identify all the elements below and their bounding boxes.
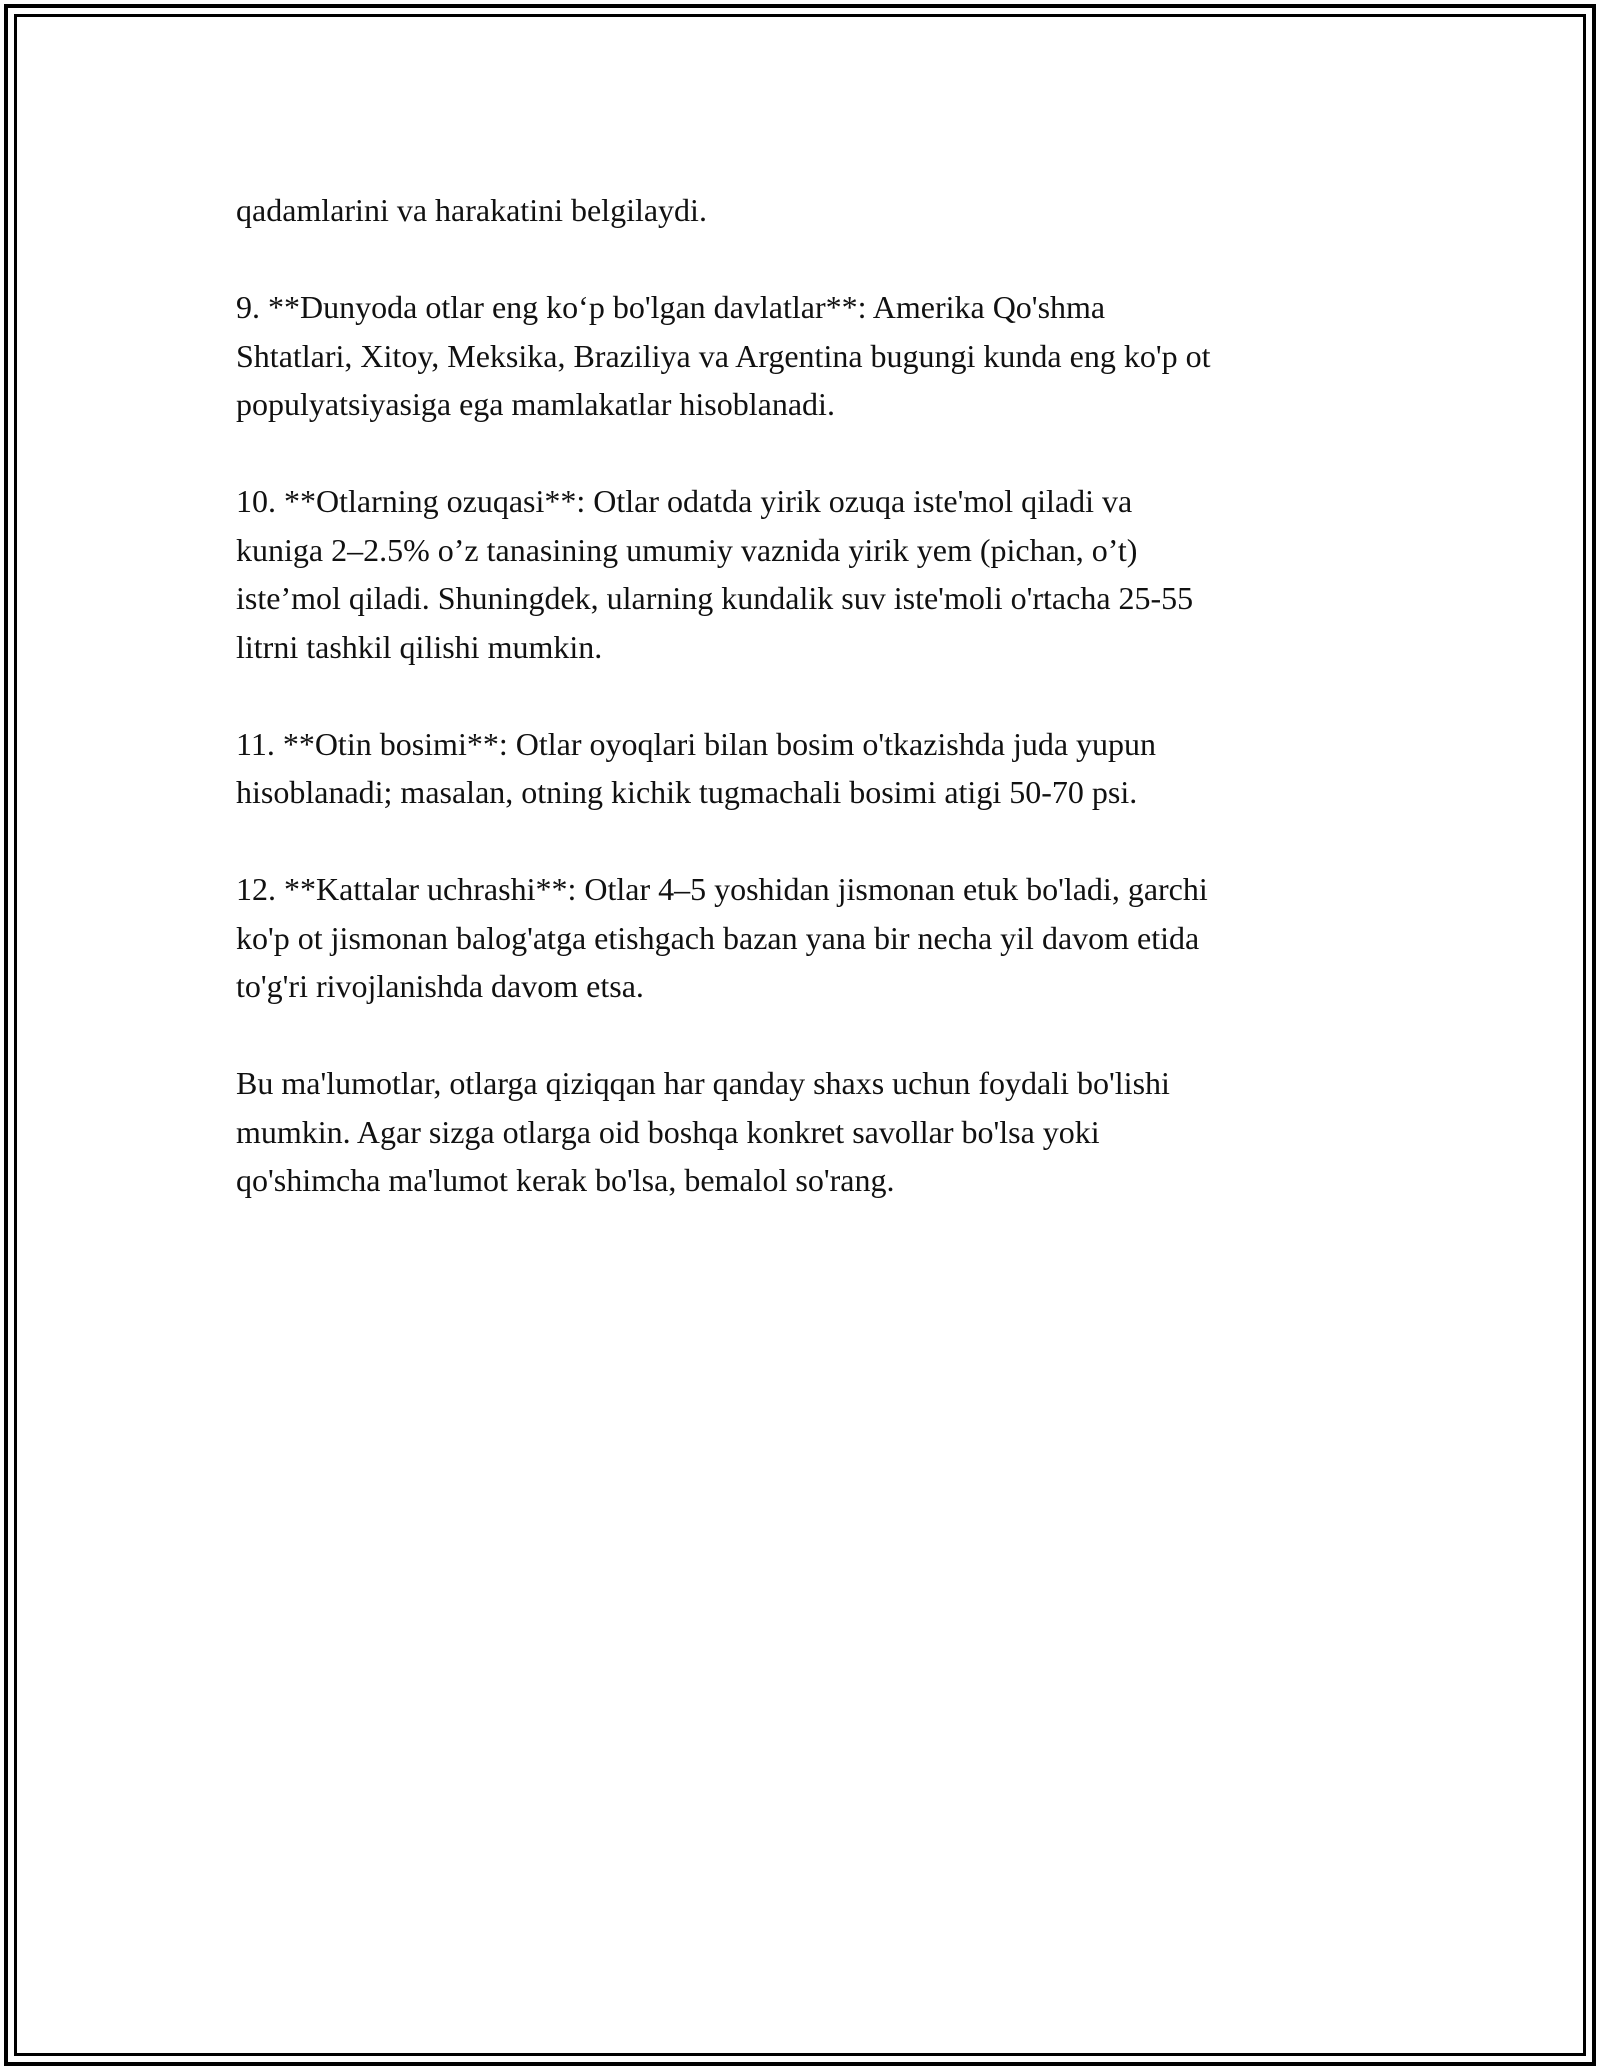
- document-body: [236, 186, 1364, 1253]
- paragraph-item-9: 9. **Dunyoda otlar eng ko‘p bo'lgan davlatlar**: Amerika Qo'shma Shtatlari, Xitoy, Meksika, Braziliya va Argentina bugungi kunda eng ko'p ot populyatsiyasiga ega mamlakatlar hisoblanadi.: [236, 289, 1211, 422]
- paragraph-item-10: 10. **Otlarning ozuqasi**: Otlar odatda yirik ozuqa iste'mol qiladi va kuniga 2–2.5% o’z tanasining umumiy vaznida yirik yem (pichan, o’t) iste’mol qiladi. Shuningdek, ularning kundalik suv iste'moli o'rtacha 25-55 litrni tashkil qilishi mumkin.: [236, 483, 1194, 665]
- paragraph-continuation: qadamlarini va harakatini belgilaydi.: [236, 192, 707, 228]
- paragraph-closing: Bu ma'lumotlar, otlarga qiziqqan har qanday shaxs uchun foydali bo'lishi mumkin. Agar sizga otlarga oid boshqa konkret savollar bo'lsa yoki qo'shimcha ma'lumot kerak bo'lsa, bemalol so'rang.: [236, 1065, 1170, 1198]
- paragraph-item-12: 12. **Kattalar uchrashi**: Otlar 4–5 yoshidan jismonan etuk bo'ladi, garchi ko'p ot jismonan balog'atga etishgach bazan yana bir necha yil davom etida to'g'ri rivojlanishda davom etsa.: [236, 871, 1208, 1004]
- paragraph-item-11: 11. **Otin bosimi**: Otlar oyoqlari bilan bosim o'tkazishda juda yupun hisoblanadi; masalan, otning kichik tugmachali bosimi atigi 50-70 psi.: [236, 725, 1157, 810]
